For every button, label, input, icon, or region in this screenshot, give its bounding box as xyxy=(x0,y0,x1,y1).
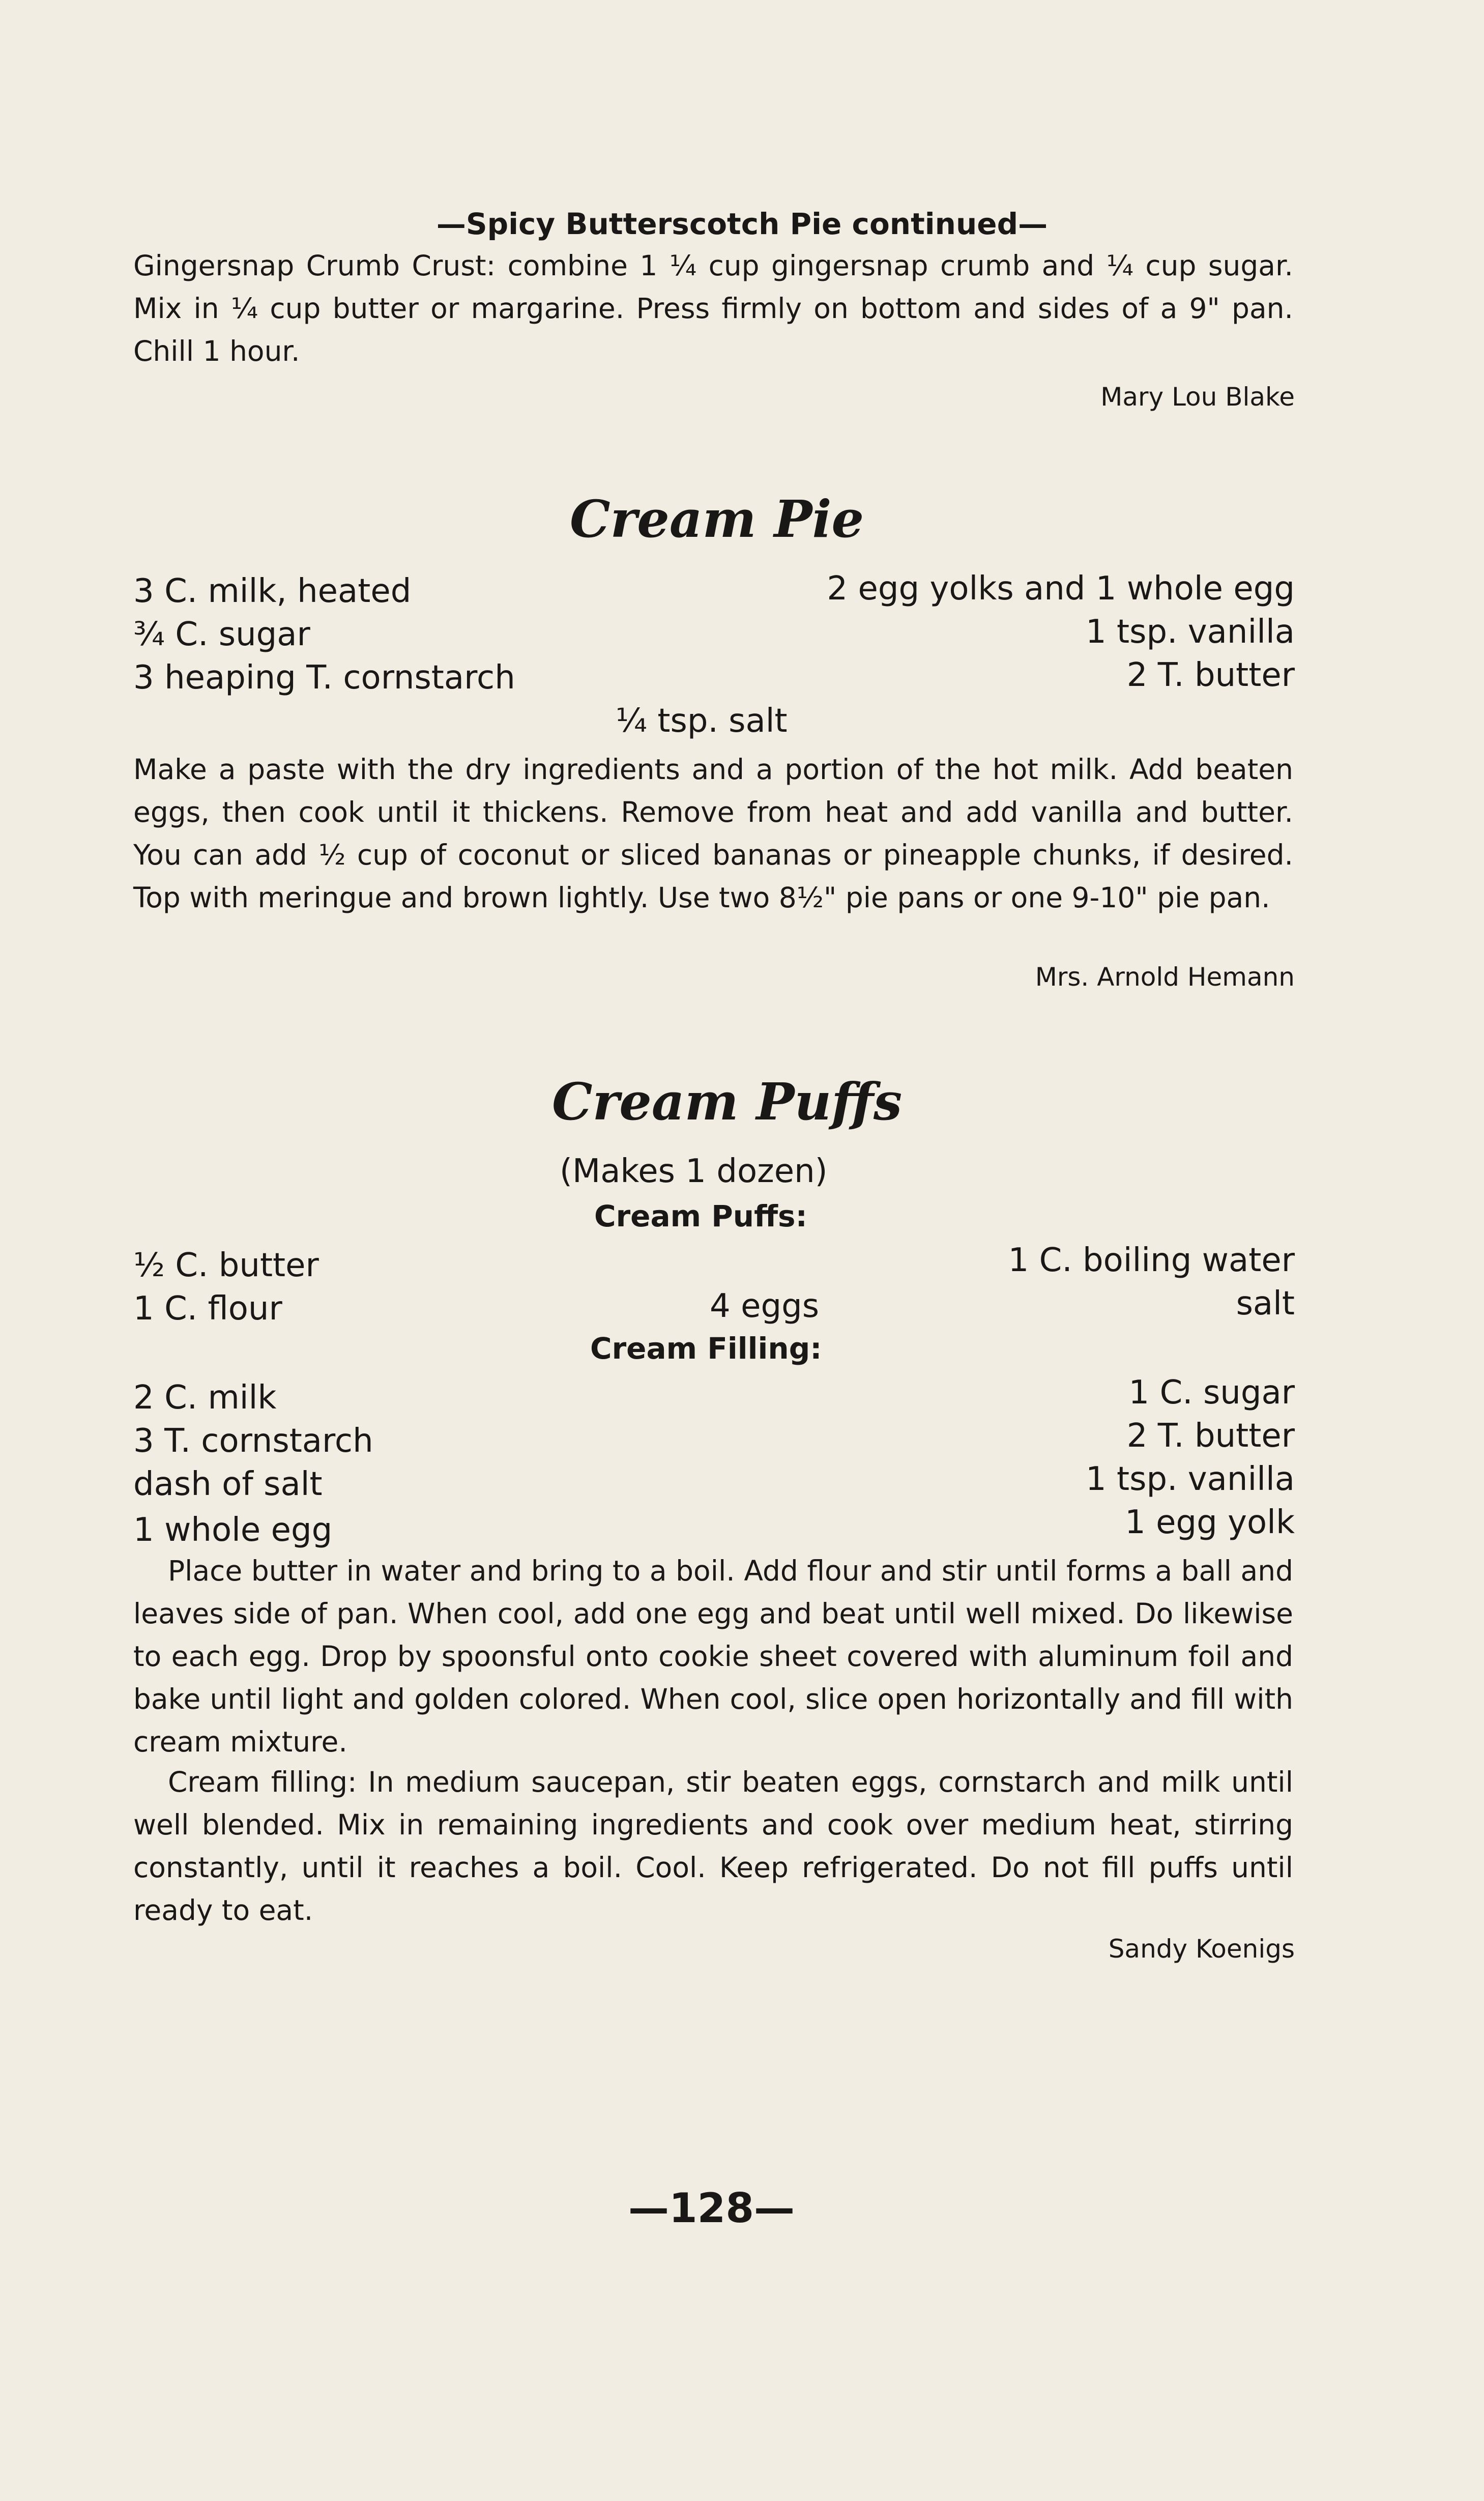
filling-right-2: 2 T. butter xyxy=(1126,1417,1295,1455)
cream-puffs-directions: Place butter in water and bring to a boil. Add flour and stir until forms a ball and leaves side of pan. When cool, add one egg and beat until well mixed. Do likewise to each egg. Drop by spoonsful onto cookie sheet covered with aluminum foil and bake until light and golden colored. When cool, slice open horizontally and fill with cream mixture. xyxy=(133,1555,1293,1758)
continued-header: —Spicy Butterscotch Pie continued— xyxy=(436,207,1048,241)
puffs-left-1: ½ C. butter xyxy=(133,1247,319,1284)
cream-puffs-subheading: Cream Puffs: xyxy=(594,1199,807,1233)
puffs-center-eggs: 4 eggs xyxy=(710,1287,820,1325)
ingredient-right-1: 2 egg yolks and 1 whole egg xyxy=(827,570,1295,608)
ingredient-left-2: ¾ C. sugar xyxy=(133,616,310,653)
attribution-mrs-arnold-hemann: Mrs. Arnold Hemann xyxy=(1035,962,1295,992)
filling-left-4: 1 whole egg xyxy=(133,1511,333,1549)
attribution-sandy-koenigs: Sandy Koenigs xyxy=(1108,1934,1295,1964)
filling-left-1: 2 C. milk xyxy=(133,1379,277,1417)
filling-left-2: 3 T. cornstarch xyxy=(133,1422,373,1460)
page-number: —128— xyxy=(628,2184,795,2232)
ingredient-right-2: 1 tsp. vanilla xyxy=(1085,613,1295,651)
cream-pie-title: Cream Pie xyxy=(570,489,864,549)
cream-pie-directions: Make a paste with the dry ingredients and a portion of the hot milk. Add beaten eggs, then cook until it thickens. Remove from heat and add vanilla and butter. You can add ½ cup of coconut or sliced bananas or pineapple chunks, if desired. Top with meringue and brown lightly. Use two 8½" pie pans or one 9-10" pie pan. xyxy=(133,753,1293,914)
cream-puffs-title: Cream Puffs xyxy=(552,1072,903,1132)
gingersnap-crust-text: Gingersnap Crumb Crust: combine 1 ¼ cup gingersnap crumb and ¼ cup sugar. Mix in ¼ cup butter or margarine. Press firmly on bottom and sides of a 9" pan. Chill 1 hour. xyxy=(133,249,1293,367)
attribution-mary-lou-blake: Mary Lou Blake xyxy=(1100,382,1295,412)
puffs-left-2: 1 C. flour xyxy=(133,1290,282,1328)
cream-filling-directions: Cream filling: In medium saucepan, stir beaten eggs, cornstarch and milk until well blended. Mix in remaining ingredients and cook over medium heat, stirring constantly, until it reaches a boil. Cool. Keep refrigerated. Do not fill puffs until ready to eat. xyxy=(133,1766,1293,1927)
cream-filling-subheading: Cream Filling: xyxy=(590,1331,822,1366)
filling-right-3: 1 tsp. vanilla xyxy=(1085,1460,1295,1498)
filling-left-3: dash of salt xyxy=(133,1465,323,1503)
filling-right-4: 1 egg yolk xyxy=(1125,1504,1295,1541)
filling-right-1: 1 C. sugar xyxy=(1128,1374,1295,1412)
ingredient-right-3: 2 T. butter xyxy=(1126,656,1295,694)
ingredient-left-3: 3 heaping T. cornstarch xyxy=(133,659,515,697)
puffs-right-1: 1 C. boiling water xyxy=(1008,1242,1295,1279)
puffs-right-2: salt xyxy=(1236,1285,1295,1323)
ingredient-center-salt: ¼ tsp. salt xyxy=(616,702,788,740)
ingredient-left-1: 3 C. milk, heated xyxy=(133,572,412,610)
cream-puffs-yield: (Makes 1 dozen) xyxy=(560,1153,828,1190)
